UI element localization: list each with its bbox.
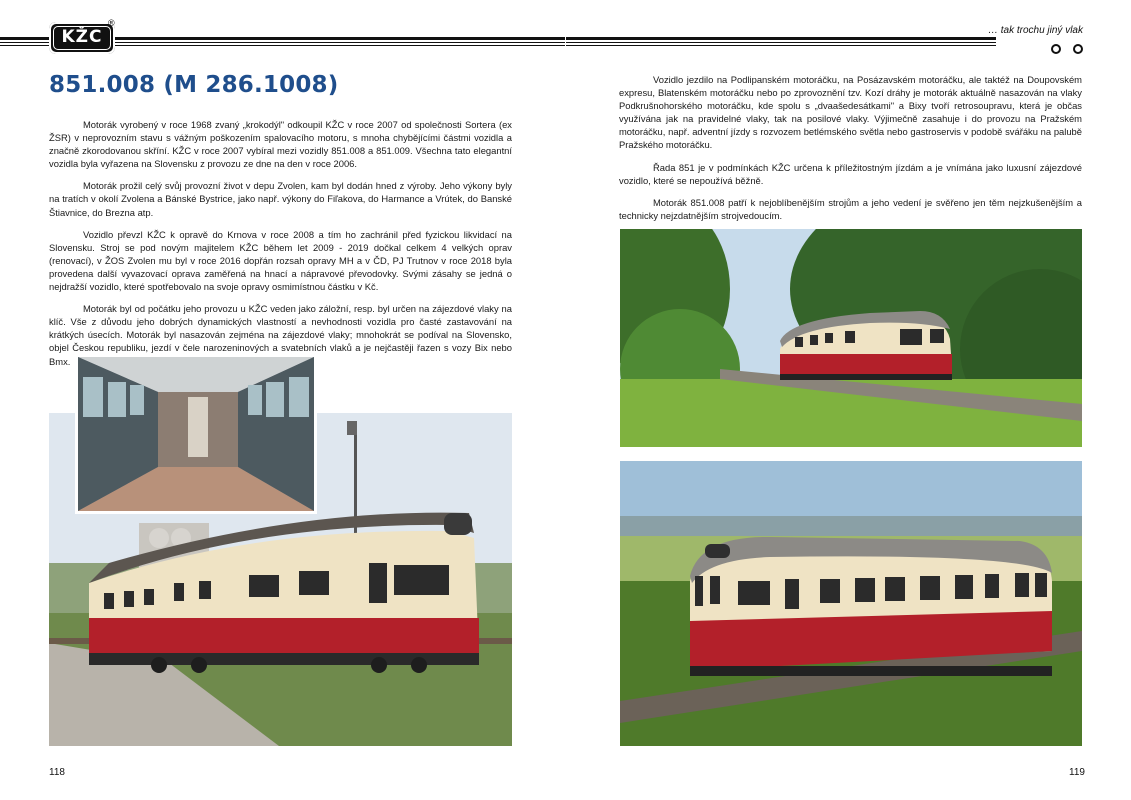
right-page: [566, 0, 1131, 800]
paragraph: Vozidlo jezdilo na Podlipanském motoráčku, na Posázavském motoráčku, ale taktéž na Doupovském expresu, Blatenském motoráčku nebo po zprovoznění tzv. Kozí dráhy je motorák aktuálně nasazován na vlaky Podkrušnohorského motoráčku, kde spolu s „dvaašedesátkami" a Bixy tvoří retrosoupravu, která je občas využívána jak na pravidelné vlaky, tak na posilové vlaky. Výjimečně zasahuje i do provozu na Pražském motoráčku, např. adventní jízdy s rozvozem betlémského světla nebo gastroservis v podobě svářáku na palubě Pražského motoráčku.: [619, 74, 1082, 151]
kzc-logo: KŽC: [49, 22, 115, 54]
header-rule: [566, 37, 996, 47]
page-title: 851.008 (M 286.1008): [49, 72, 339, 98]
paragraph: Vozidlo převzl KŽC k opravě do Krnova v roce 2008 a tím ho zachránil před fyzickou likvidací na Slovensku. Stroj se pod novým majitelem KŽC během let 2009 - 2019 dočkal celkem 4 velkých oprav (renovací), v ŽOS Zvolen mu byl v roce 2016 dopřán rozsah opravy MH a v ČD, PJ Trutnov v roce 2018 byla provedena další vyvazovací oprava zaměřená na hnací a nápravové převodovky. Svými zásahy se jedná o nejdražší vozidlo, které spotřebovalo na svoje opravy osmimístnou částku v Kč.: [49, 228, 512, 293]
interior-photo: [78, 357, 314, 511]
left-page: [0, 0, 565, 800]
paragraph: Motorák vyrobený v roce 1968 zvaný „krokodýl" odkoupil KŽC v roce 2007 od společnosti Sortera (ex ŽSR) v neprovozním stavu s vážným poškozením spalovacího motoru, s mnoha chybějícími částmi vozidla a značně zkorodovanou skříní. KŽC v roce 2007 vybíral mezi vozidly 851.008 a 851.009. Všechna tato elegantní vozidla byla vyřazena na Slovensku z provozu ze dne na den v roce 2006.: [49, 119, 512, 170]
header-tagline: … tak trochu jiný vlak: [987, 25, 1083, 36]
right-body-text: [619, 73, 1082, 231]
page-number: 118: [49, 767, 65, 778]
left-body-text: [49, 118, 512, 377]
wheels-icon: [1047, 44, 1091, 54]
paragraph: Motorák byl od počátku jeho provozu u KŽC veden jako záložní, resp. byl určen na zájezdové vlaky na klíč. Vše z důvodu jeho dobrých dynamických vlastností a nevhodnosti vozidla pro časté zastavování na krátkých úsecích. Motorák byl nasazován zejména na zájezdové vlaky; mnohokrát se podíval na Slovensko, objel Českou republiku, jezdí v čele narozeninových a svatebních vlaků a je nejčastěji řazen s vozy Bix nebo Bmx.: [49, 303, 512, 367]
paragraph: Motorák prožil celý svůj provozní život v depu Zvolen, kam byl dodán hned z výroby. Jeho výkony byly na tratích v okolí Zvolena a Bánské Bystrice, jako např. výkony do Fiľakova, do Harmance a Vrútek, do Banské Štiavnice, do Brezna atp.: [49, 180, 512, 218]
registered-mark: ®: [108, 18, 115, 28]
paragraph: Řada 851 je v podmínkách KŽC určena k příležitostným jízdám a je vnímána jako luxusní zájezdové vozidlo, které se nepoužívá běžně.: [619, 161, 1082, 186]
railcar-on-track-photo: [620, 229, 1082, 447]
paragraph: Motorák 851.008 patří k nejoblíbenějším strojům a jeho vedení je svěřeno jen těm nejzkušenějším a technicky nejzdatnějším strojvedoucím.: [619, 196, 1082, 221]
page-number: 119: [1069, 767, 1085, 778]
railcar-landscape-photo: [620, 461, 1082, 746]
